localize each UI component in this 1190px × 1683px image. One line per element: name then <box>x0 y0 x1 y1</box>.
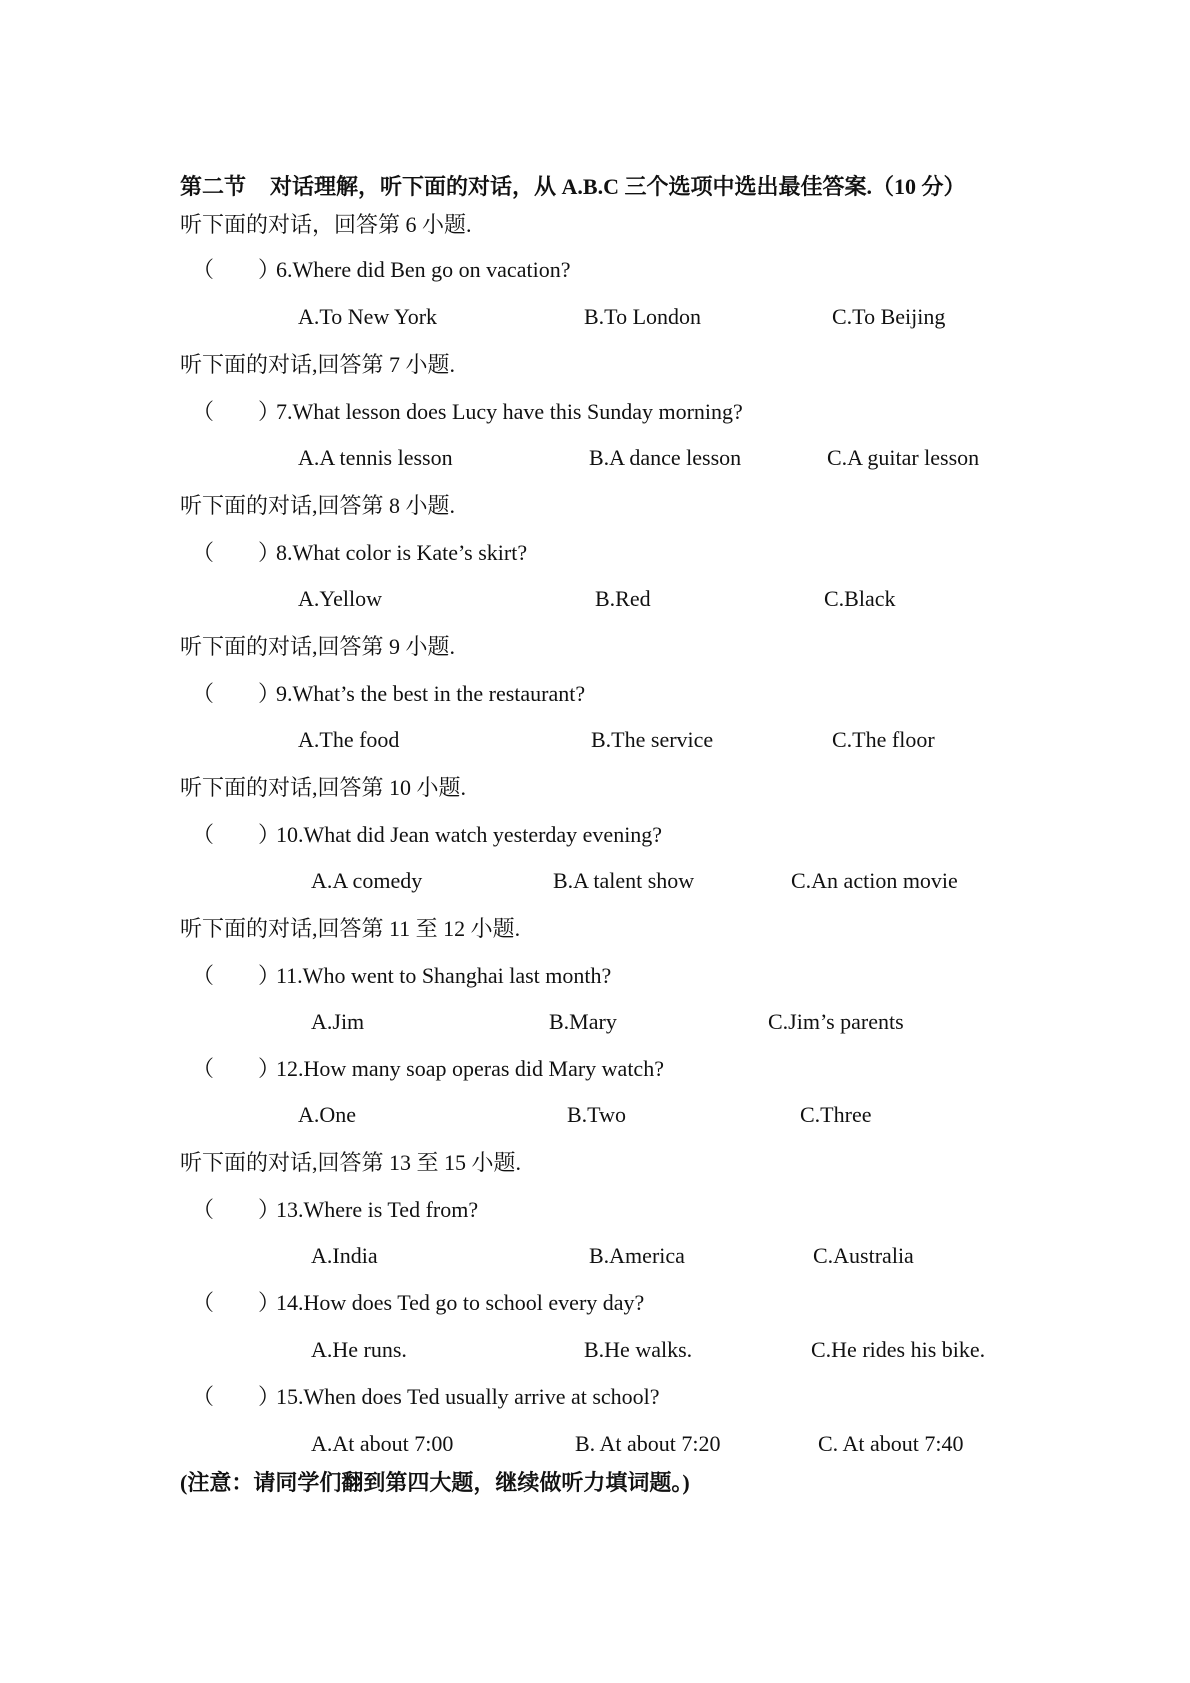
section-heading <box>180 172 965 202</box>
option-a: A.He runs. <box>311 1337 407 1362</box>
option-a: A.India <box>311 1243 378 1268</box>
group-intro: 听下面的对话,回答第 8 小题. <box>180 493 456 518</box>
question-text: 15.When does Ted usually arrive at school? <box>276 1384 660 1409</box>
option-b: B.Red <box>595 586 651 611</box>
answer-bracket[interactable]: （ ） <box>192 257 281 282</box>
group-intro: 听下面的对话,回答第 10 小题. <box>180 775 467 800</box>
option-a: A.A comedy <box>311 868 423 893</box>
option-c: C.The floor <box>832 727 935 752</box>
section-number: 第二节 <box>180 174 247 199</box>
answer-bracket[interactable]: （ ） <box>192 1384 281 1409</box>
option-a: A.The food <box>298 727 400 752</box>
question-text: 8.What color is Kate’s skirt? <box>276 540 528 565</box>
question-text: 9.What’s the best in the restaurant? <box>276 681 586 706</box>
question-text: 7.What lesson does Lucy have this Sunday morning? <box>276 399 743 424</box>
group-intro: 听下面的对话,回答第 7 小题. <box>180 352 456 377</box>
question-text: 12.How many soap operas did Mary watch? <box>276 1056 664 1081</box>
option-b: B.Two <box>567 1102 626 1127</box>
option-c: C.He rides his bike. <box>811 1337 986 1362</box>
answer-bracket[interactable]: （ ） <box>192 399 281 424</box>
option-c: C.Three <box>800 1102 872 1127</box>
question-text: 14.How does Ted go to school every day? <box>276 1290 645 1315</box>
option-a: A.At about 7:00 <box>311 1431 454 1456</box>
note-text: (注意：请同学们翻到第四大题，继续做听力填词题。) <box>180 1470 690 1495</box>
question-text: 6.Where did Ben go on vacation? <box>276 257 571 282</box>
option-a: A.To New York <box>298 304 438 329</box>
question-text: 11.Who went to Shanghai last month? <box>276 963 612 988</box>
option-b: B. At about 7:20 <box>575 1431 721 1456</box>
group-intro: 听下面的对话，回答第 6 小题. <box>180 212 472 237</box>
option-b: B.The service <box>591 727 714 752</box>
option-c: C.Australia <box>813 1243 914 1268</box>
answer-bracket[interactable]: （ ） <box>192 1197 281 1222</box>
option-b: B.A talent show <box>553 868 695 893</box>
option-c: C.An action movie <box>791 868 958 893</box>
option-b: B.A dance lesson <box>589 445 742 470</box>
question-text: 13.Where is Ted from? <box>276 1197 479 1222</box>
group-intro: 听下面的对话,回答第 11 至 12 小题. <box>180 916 521 941</box>
group-intro: 听下面的对话,回答第 9 小题. <box>180 634 456 659</box>
option-a: A.Yellow <box>298 586 382 611</box>
option-a: A.Jim <box>311 1009 365 1034</box>
answer-bracket[interactable]: （ ） <box>192 681 281 706</box>
question-text: 10.What did Jean watch yesterday evening? <box>276 822 663 847</box>
answer-bracket[interactable]: （ ） <box>192 963 281 988</box>
option-b: B.Mary <box>549 1009 617 1034</box>
option-c: C.A guitar lesson <box>827 445 980 470</box>
answer-bracket[interactable]: （ ） <box>192 1056 281 1081</box>
option-a: A.One <box>298 1102 357 1127</box>
option-b: B.America <box>589 1243 685 1268</box>
option-c: C. At about 7:40 <box>818 1431 964 1456</box>
option-c: C.Black <box>824 586 896 611</box>
answer-bracket[interactable]: （ ） <box>192 1290 281 1315</box>
answer-bracket[interactable]: （ ） <box>192 540 281 565</box>
option-a: A.A tennis lesson <box>298 445 453 470</box>
option-c: C.To Beijing <box>832 304 946 329</box>
section-instructions: 对话理解，听下面的对话，从 A.B.C 三个选项中选出最佳答案.（10 分） <box>270 174 966 199</box>
option-b: B.He walks. <box>584 1337 693 1362</box>
group-intro: 听下面的对话,回答第 13 至 15 小题. <box>180 1150 522 1175</box>
answer-bracket[interactable]: （ ） <box>192 822 281 847</box>
option-c: C.Jim’s parents <box>768 1009 904 1034</box>
option-b: B.To London <box>584 304 702 329</box>
